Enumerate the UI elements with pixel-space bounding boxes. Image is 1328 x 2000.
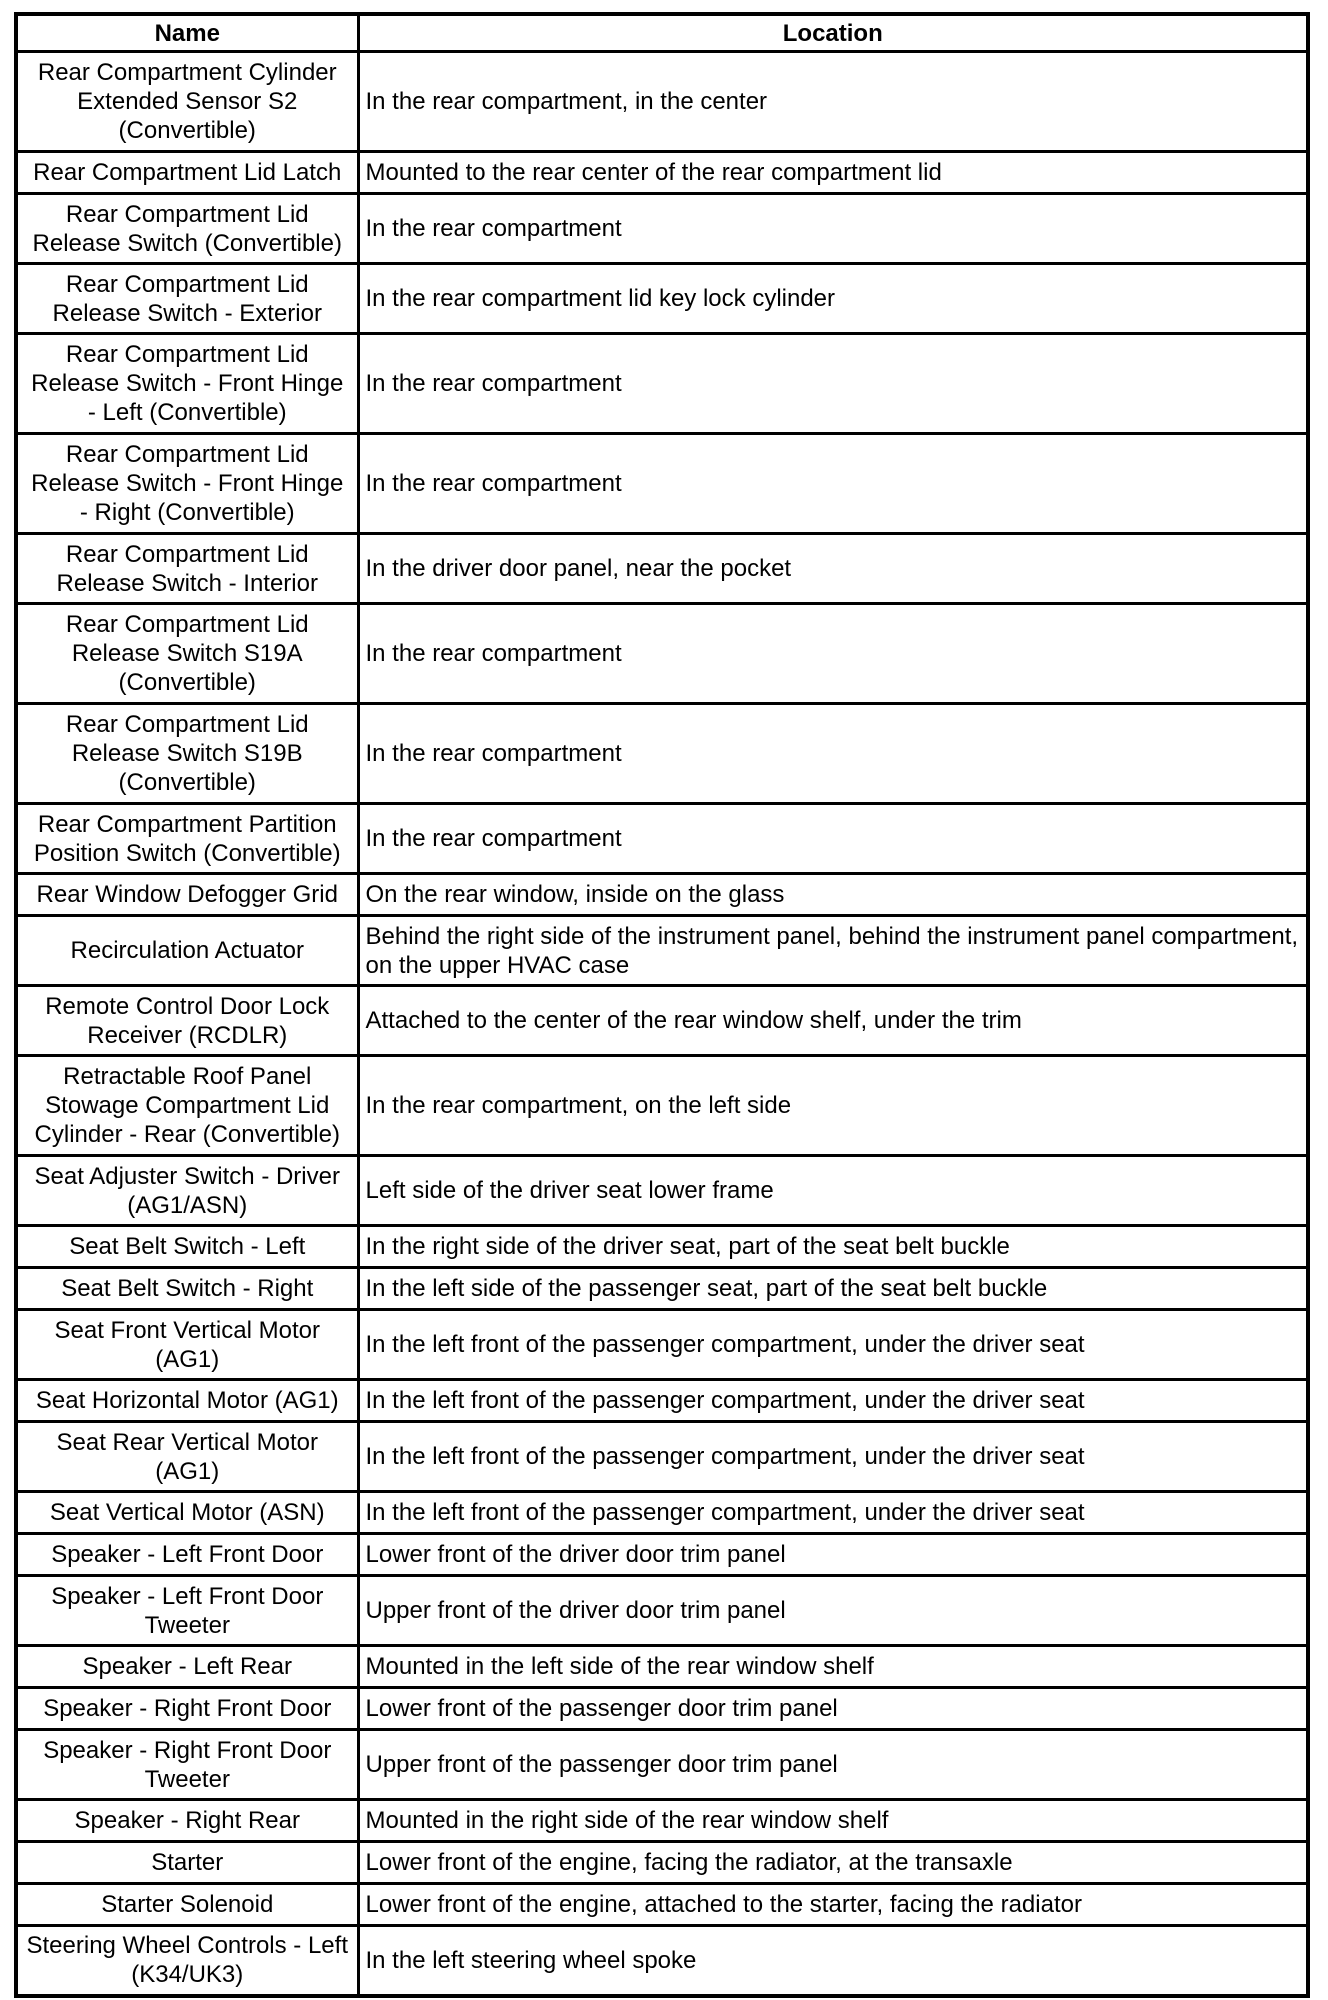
component-name-cell: Seat Horizontal Motor (AG1) — [16, 1380, 358, 1422]
component-name-cell: Speaker - Left Front Door — [16, 1534, 358, 1576]
component-name-cell: Starter — [16, 1842, 358, 1884]
component-location-cell: In the rear compartment — [358, 194, 1308, 264]
component-name-cell: Seat Vertical Motor (ASN) — [16, 1492, 358, 1534]
component-location-cell: In the rear compartment — [358, 604, 1308, 704]
component-name-cell: Seat Belt Switch - Right — [16, 1268, 358, 1310]
table-row — [16, 1730, 1308, 1800]
component-name-cell: Steering Wheel Controls - Left (K34/UK3) — [16, 1926, 358, 1996]
table-row — [16, 1422, 1308, 1492]
component-location-cell: Attached to the center of the rear window shelf, under the trim — [358, 986, 1308, 1056]
component-name-cell: Starter Solenoid — [16, 1884, 358, 1926]
component-location-cell: Mounted in the left side of the rear window shelf — [358, 1646, 1308, 1688]
component-location-cell: In the rear compartment — [358, 804, 1308, 874]
component-location-cell: In the left front of the passenger compartment, under the driver seat — [358, 1492, 1308, 1534]
component-name-cell: Seat Adjuster Switch - Driver (AG1/ASN) — [16, 1156, 358, 1226]
table-row — [16, 704, 1308, 804]
component-location-cell: On the rear window, inside on the glass — [358, 874, 1308, 916]
table-row — [16, 1576, 1308, 1646]
component-name-cell: Rear Compartment Lid Release Switch S19A (Convertible) — [16, 604, 358, 704]
component-location-cell: In the driver door panel, near the pocket — [358, 534, 1308, 604]
component-location-cell: In the rear compartment, on the left side — [358, 1056, 1308, 1156]
component-location-cell: In the left front of the passenger compartment, under the driver seat — [358, 1422, 1308, 1492]
table-row — [16, 152, 1308, 194]
table-body — [16, 52, 1308, 1996]
component-name-cell: Seat Rear Vertical Motor (AG1) — [16, 1422, 358, 1492]
table-row — [16, 1056, 1308, 1156]
component-location-cell: In the rear compartment lid key lock cylinder — [358, 264, 1308, 334]
component-location-cell: In the left side of the passenger seat, part of the seat belt buckle — [358, 1268, 1308, 1310]
table-row — [16, 434, 1308, 534]
component-location-cell: In the right side of the driver seat, part of the seat belt buckle — [358, 1226, 1308, 1268]
component-location-cell: Lower front of the passenger door trim panel — [358, 1688, 1308, 1730]
table-row — [16, 1380, 1308, 1422]
table-row — [16, 1800, 1308, 1842]
table-row — [16, 874, 1308, 916]
component-location-cell: Upper front of the passenger door trim panel — [358, 1730, 1308, 1800]
table-row — [16, 604, 1308, 704]
component-name-cell: Rear Compartment Lid Release Switch - Exterior — [16, 264, 358, 334]
component-location-cell: Behind the right side of the instrument panel, behind the instrument panel compartment, on the upper HVAC case — [358, 916, 1308, 986]
table-row — [16, 1492, 1308, 1534]
component-name-cell: Remote Control Door Lock Receiver (RCDLR) — [16, 986, 358, 1056]
component-location-cell: In the left front of the passenger compartment, under the driver seat — [358, 1310, 1308, 1380]
component-location-cell: In the left steering wheel spoke — [358, 1926, 1308, 1996]
component-location-cell: Mounted in the right side of the rear window shelf — [358, 1800, 1308, 1842]
component-name-cell: Rear Compartment Lid Release Switch - Front Hinge - Right (Convertible) — [16, 434, 358, 534]
component-name-cell: Retractable Roof Panel Stowage Compartment Lid Cylinder - Rear (Convertible) — [16, 1056, 358, 1156]
component-location-cell: In the rear compartment — [358, 334, 1308, 434]
component-location-table — [14, 12, 1310, 1998]
table-row — [16, 1534, 1308, 1576]
component-location-cell: Lower front of the driver door trim panel — [358, 1534, 1308, 1576]
component-name-cell: Seat Belt Switch - Left — [16, 1226, 358, 1268]
table-row — [16, 916, 1308, 986]
component-name-cell: Rear Compartment Lid Latch — [16, 152, 358, 194]
table-row — [16, 334, 1308, 434]
component-location-cell: Left side of the driver seat lower frame — [358, 1156, 1308, 1226]
table-row — [16, 1688, 1308, 1730]
component-location-cell: Upper front of the driver door trim panel — [358, 1576, 1308, 1646]
component-name-cell: Speaker - Right Front Door — [16, 1688, 358, 1730]
table-row — [16, 1842, 1308, 1884]
component-location-cell: Lower front of the engine, attached to the starter, facing the radiator — [358, 1884, 1308, 1926]
column-header-location: Location — [358, 14, 1308, 52]
component-location-cell: In the rear compartment — [358, 704, 1308, 804]
component-name-cell: Speaker - Right Rear — [16, 1800, 358, 1842]
component-name-cell: Rear Compartment Lid Release Switch - Interior — [16, 534, 358, 604]
table-row — [16, 1926, 1308, 1996]
table-header-row — [16, 14, 1308, 52]
component-location-cell: In the rear compartment — [358, 434, 1308, 534]
component-location-cell: In the left front of the passenger compartment, under the driver seat — [358, 1380, 1308, 1422]
table-row — [16, 1884, 1308, 1926]
component-name-cell: Rear Compartment Lid Release Switch S19B (Convertible) — [16, 704, 358, 804]
table-row — [16, 194, 1308, 264]
table-row — [16, 52, 1308, 152]
table-row — [16, 1226, 1308, 1268]
table-row — [16, 264, 1308, 334]
table-row — [16, 986, 1308, 1056]
component-name-cell: Rear Compartment Partition Position Switch (Convertible) — [16, 804, 358, 874]
component-name-cell: Rear Window Defogger Grid — [16, 874, 358, 916]
table-row — [16, 1310, 1308, 1380]
component-name-cell: Rear Compartment Cylinder Extended Sensor S2 (Convertible) — [16, 52, 358, 152]
table-row — [16, 1268, 1308, 1310]
component-name-cell: Seat Front Vertical Motor (AG1) — [16, 1310, 358, 1380]
component-name-cell: Rear Compartment Lid Release Switch - Front Hinge - Left (Convertible) — [16, 334, 358, 434]
component-location-cell: Mounted to the rear center of the rear compartment lid — [358, 152, 1308, 194]
table-row — [16, 804, 1308, 874]
table-row — [16, 534, 1308, 604]
table-row — [16, 1156, 1308, 1226]
component-name-cell: Speaker - Right Front Door Tweeter — [16, 1730, 358, 1800]
component-name-cell: Speaker - Left Rear — [16, 1646, 358, 1688]
component-name-cell: Speaker - Left Front Door Tweeter — [16, 1576, 358, 1646]
component-location-cell: Lower front of the engine, facing the radiator, at the transaxle — [358, 1842, 1308, 1884]
column-header-name: Name — [16, 14, 358, 52]
component-name-cell: Rear Compartment Lid Release Switch (Convertible) — [16, 194, 358, 264]
table-row — [16, 1646, 1308, 1688]
component-location-cell: In the rear compartment, in the center — [358, 52, 1308, 152]
component-name-cell: Recirculation Actuator — [16, 916, 358, 986]
